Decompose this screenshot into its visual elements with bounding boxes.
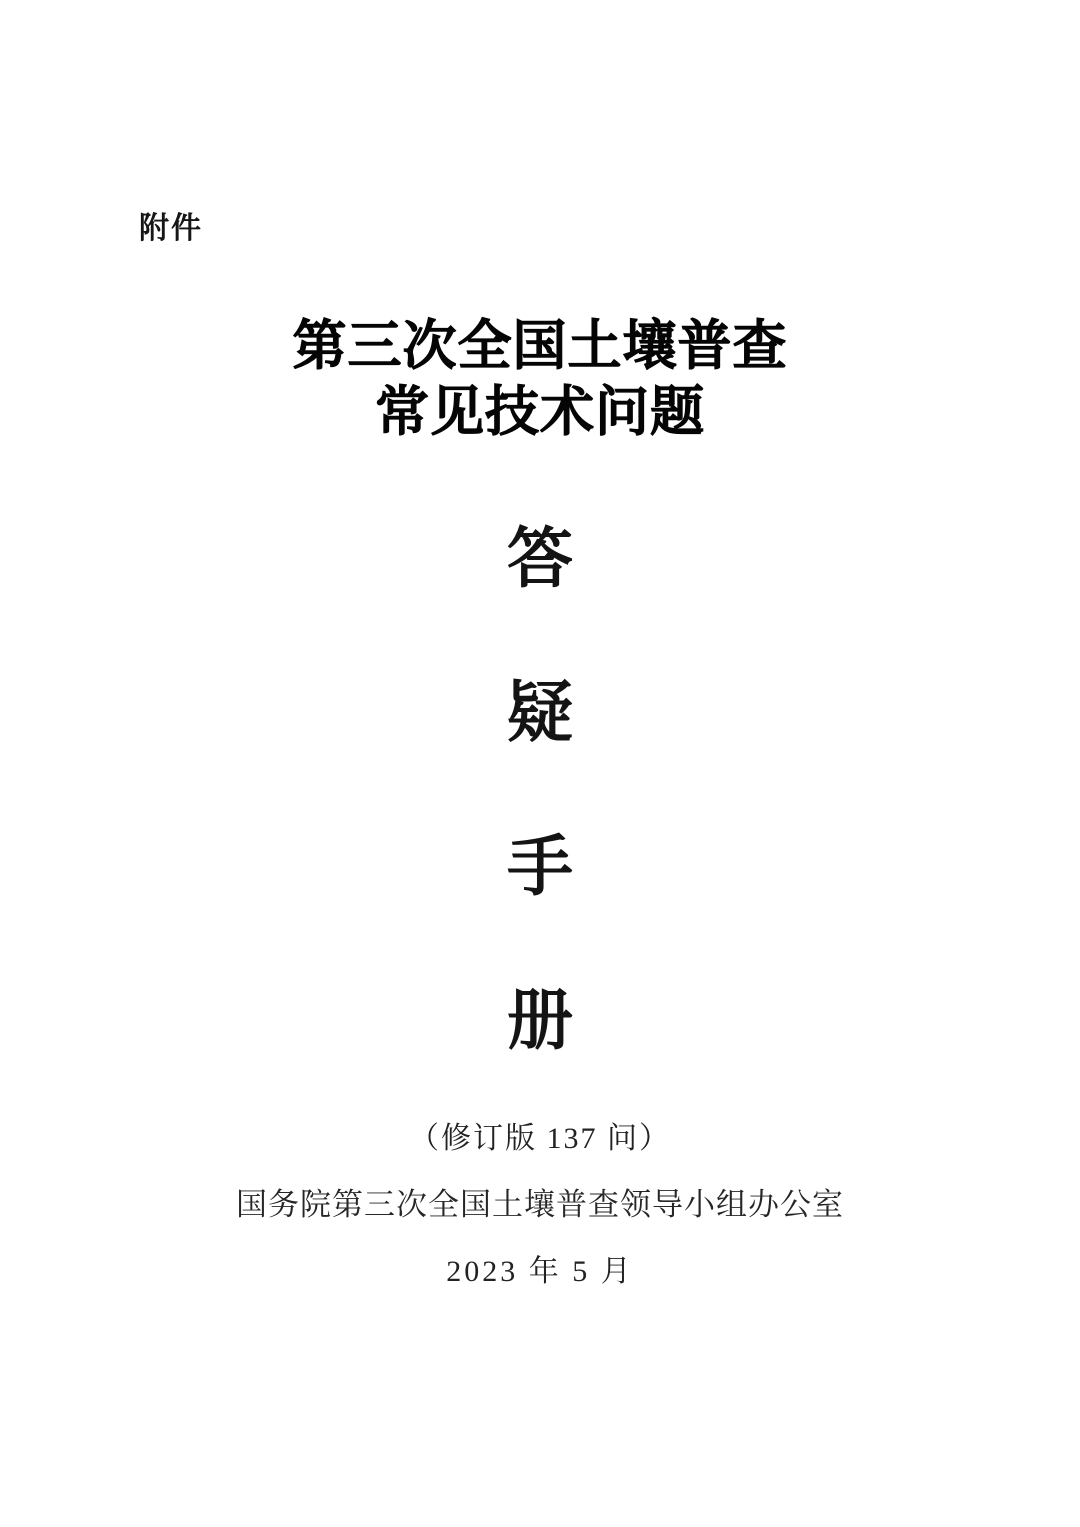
vertical-title-char-2: 疑 [507,677,573,750]
attachment-label: 附件 [139,212,203,245]
publisher-line: 国务院第三次全国土壤普查领导小组办公室 [236,1187,844,1222]
vertical-title-char-1: 答 [507,523,573,596]
date-line: 2023 年 5 月 [446,1255,634,1288]
document-title [40,314,1040,446]
title-line-2: 常见技术问题 [375,381,705,442]
title-line-1: 第三次全国土壤普查 [292,316,788,376]
vertical-title [40,523,1040,1058]
edition-note: （修订版 137 问） [409,1122,671,1155]
vertical-title-char-4: 册 [507,985,573,1058]
vertical-title-char-3: 手 [507,831,573,904]
